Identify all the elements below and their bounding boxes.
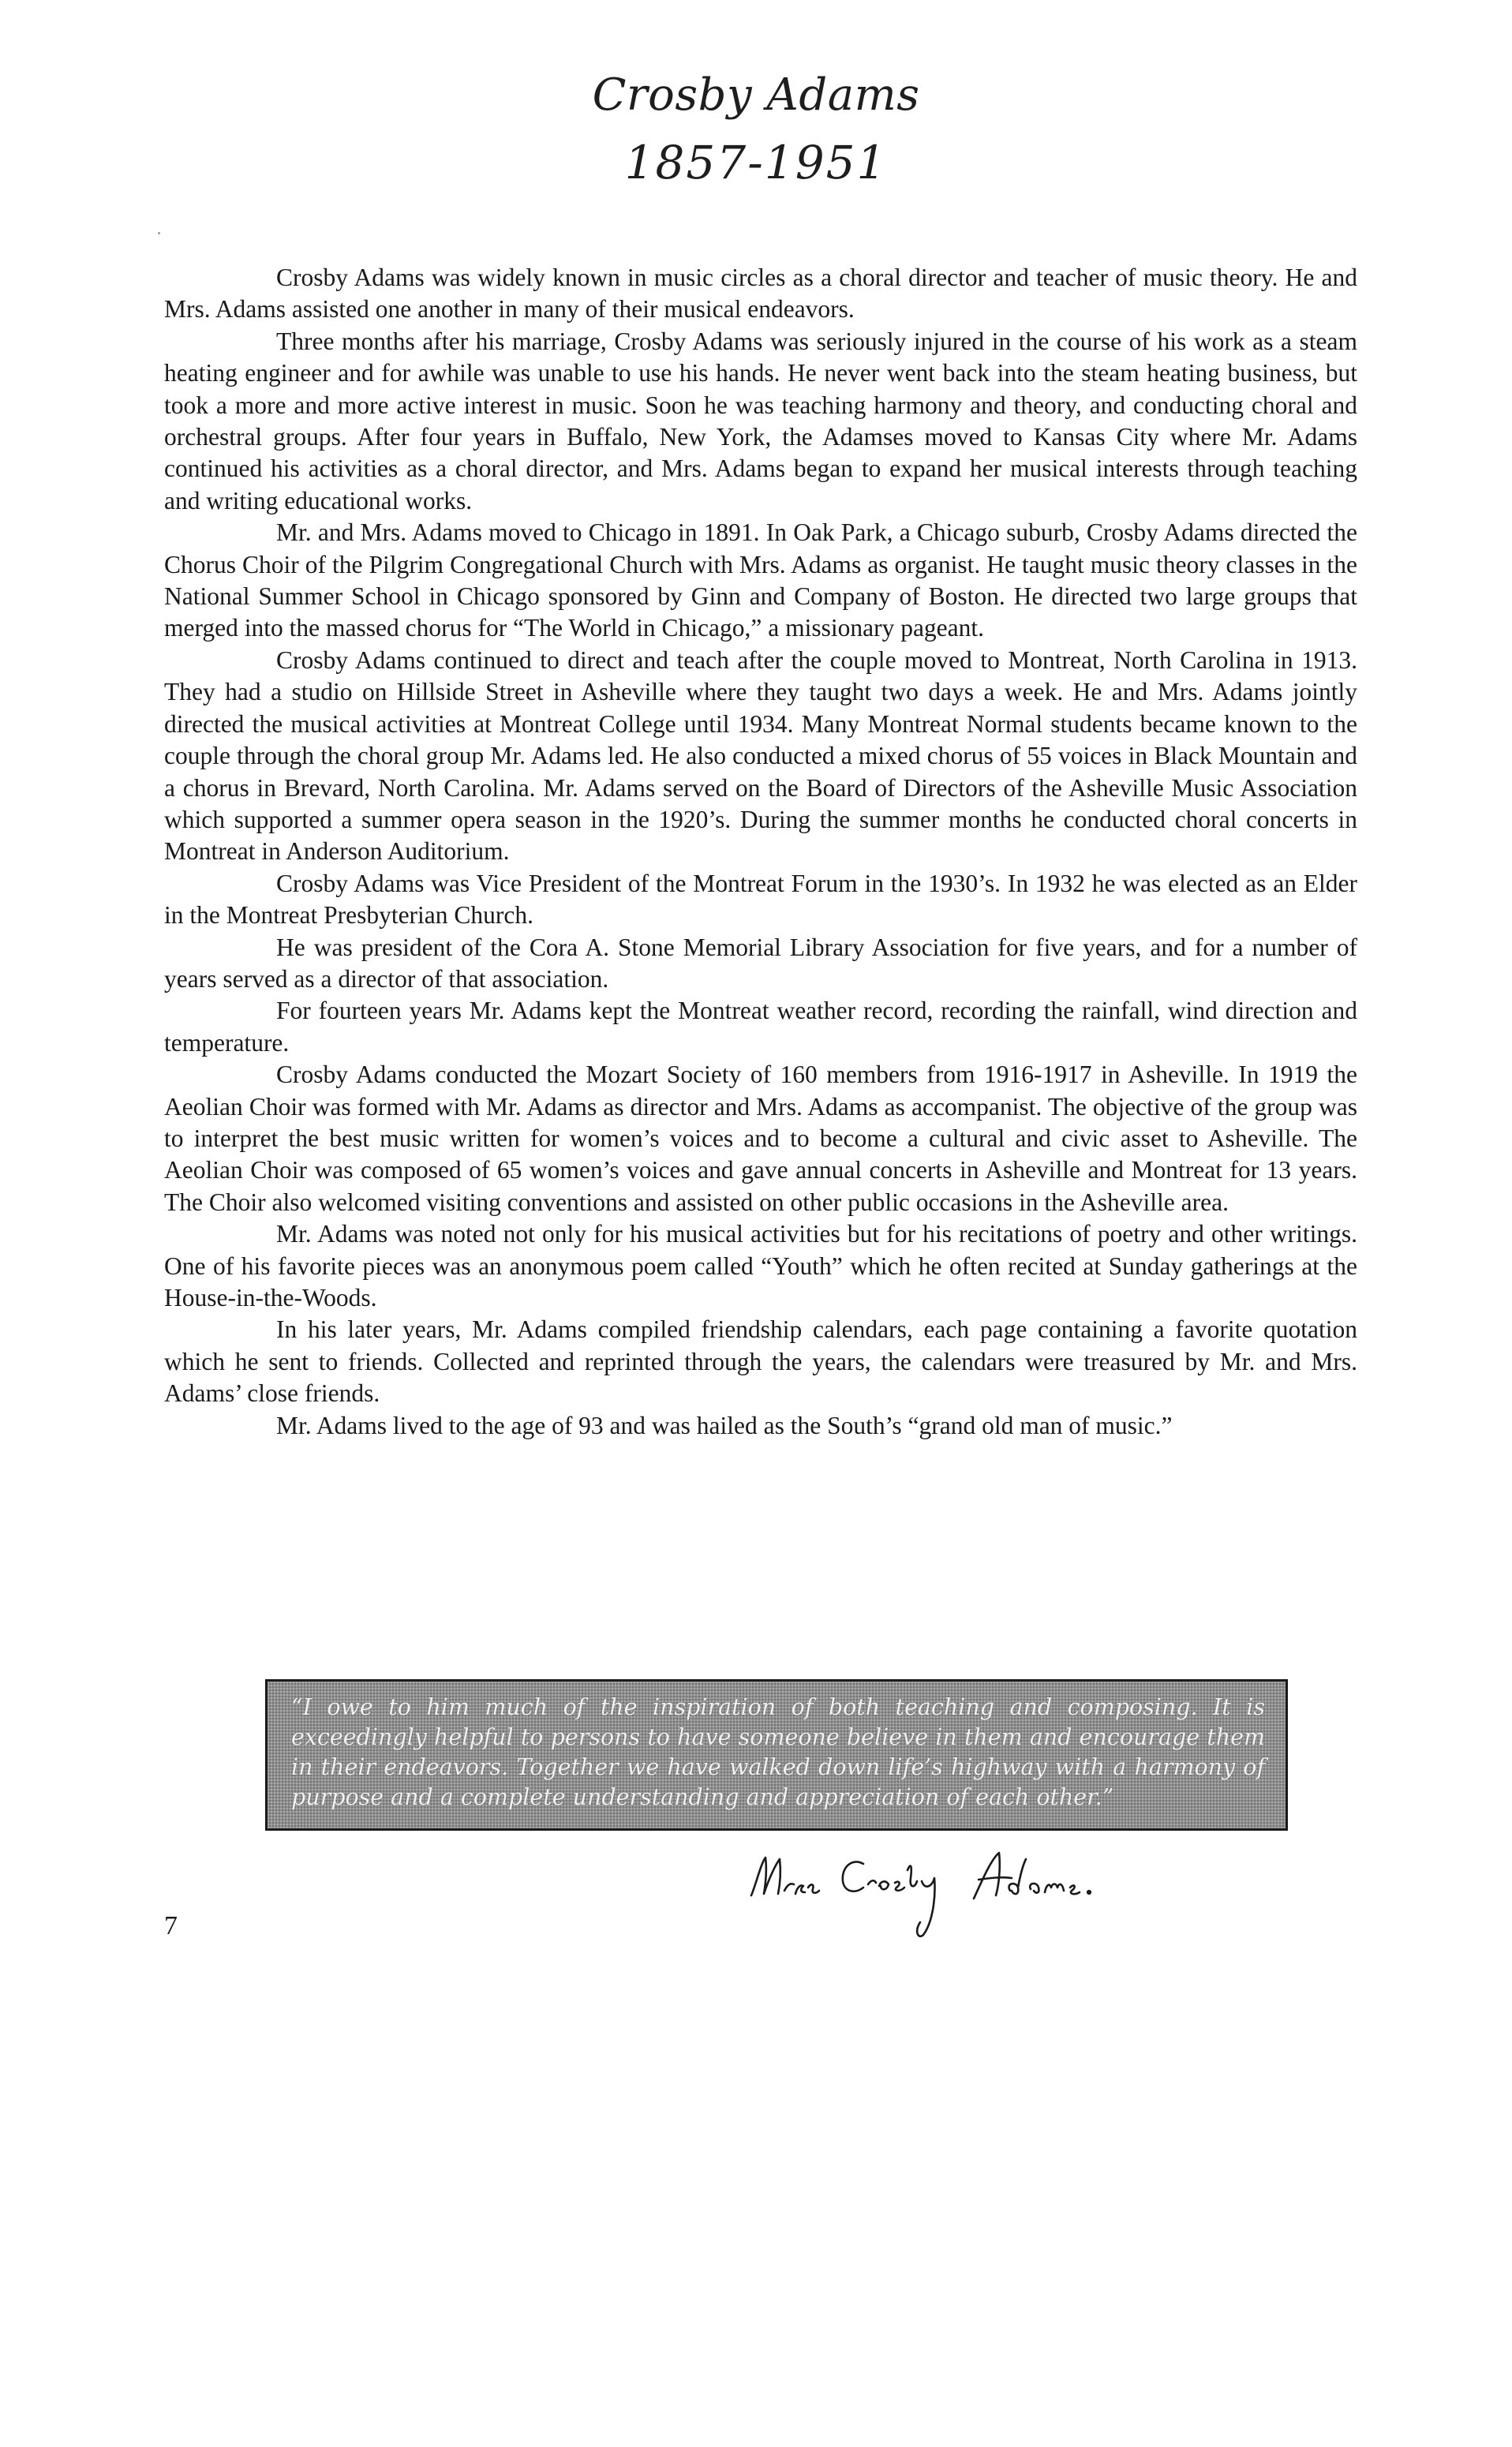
paragraph: Three months after his marriage, Crosby Adams was seriously injured in the course of his work as a steam heating engineer and for awhile was unable to use his hands. He never went back into the steam heating business, but took a more and more active interest in music. Soon he was teaching harmony and theory, and conducting choral and orchestral groups. After four years in Buffalo, New York, the Adamses moved to Kansas City where Mr. Adams continued his activities as a choral director, and Mrs. Adams began to expand her musical interests through teaching and writing educational works. — [164, 327, 1357, 514]
paragraph: Crosby Adams continued to direct and teach after the couple moved to Montreat, North Carolina in 1913. They had a studio on Hillside Street in Asheville where they taught two days a week. He and Mrs. Adams jointly directed the musical activities at Montreat College until 1934. Many Montreat Normal students became known to the couple through the choral group Mr. Adams led. He also conducted a mixed chorus of 55 voices in Black Mountain and a chorus in Brevard, North Carolina. Mr. Adams served on the Board of Directors of the Asheville Music Association which supported a summer opera season in the 1920’s. During the summer months he conducted choral concerts in Montreat in Anderson Auditorium. — [164, 645, 1357, 866]
paragraph: He was president of the Cora A. Stone Memorial Library Association for five years, and for a number of years served as a director of that association. — [164, 933, 1357, 993]
paragraph: In his later years, Mr. Adams compiled friendship calendars, each page containing a favorite quotation which he sent to friends. Collected and reprinted through the years, the calendars were treasured by Mr. and Mrs. Adams’ close friends. — [164, 1315, 1357, 1408]
paragraph: Crosby Adams was widely known in music circles as a choral director and teacher of music theory. He and Mrs. Adams assisted one another in many of their musical endeavors. — [164, 264, 1357, 324]
page-number: 7 — [164, 1911, 178, 1940]
page-title: Crosby Adams — [592, 69, 920, 121]
paragraph: Crosby Adams conducted the Mozart Society of 160 members from 1916-1917 in Asheville. In 1919 the Aeolian Choir was formed with Mr. Adams as director and Mrs. Adams as accompanist. The objective of the group was to interpret the best music written for women’s voices and to become a cultural and civic asset to Asheville. The Aeolian Choir was composed of 65 women’s voices and gave annual concerts in Asheville and Montreat for 13 years. The Choir also welcomed visiting conventions and assisted on other public occasions in the Asheville area. — [164, 1061, 1357, 1216]
quote-text: “I owe to him much of the inspiration of both teaching and composing. It is exceedingly helpful to persons to have someone believe in them and encourage them in their endeavors. Together we have walked down life’s highway with a harmony of purpose and a complete understanding and appreciation of each other.” — [291, 1694, 1265, 1810]
biography-text — [164, 262, 1357, 1442]
paragraph: Crosby Adams was Vice President of the Montreat Forum in the 1930’s. In 1932 he was elected as an Elder in the Montreat Presbyterian Church. — [164, 869, 1357, 930]
paragraph: Mr. Adams lived to the age of 93 and was hailed as the South’s “grand old man of music.” — [276, 1411, 1173, 1439]
paragraph: Mr. Adams was noted not only for his musical activities but for his recitations of poetry and other writings. One of his favorite pieces was an anonymous poem called “Youth” which he often recited at Sunday gatherings at the House-in-the-Woods. — [164, 1220, 1357, 1311]
quote-box — [265, 1679, 1288, 1831]
paragraph: For fourteen years Mr. Adams kept the Montreat weather record, recording the rainfall, wind direction and temperature. — [164, 997, 1357, 1057]
scan-speck — [158, 232, 160, 234]
handwritten-signature — [745, 1846, 1187, 1941]
paragraph: Mr. and Mrs. Adams moved to Chicago in 1891. In Oak Park, a Chicago suburb, Crosby Adams directed the Chorus Choir of the Pilgrim Congregational Church with Mrs. Adams as organist. He taught music theory classes in the National Summer School in Chicago sponsored by Ginn and Company of Boston. He directed two large groups that merged into the massed chorus for “The World in Chicago,” a missionary pageant. — [164, 518, 1357, 642]
life-years: 1857-1951 — [624, 136, 888, 189]
